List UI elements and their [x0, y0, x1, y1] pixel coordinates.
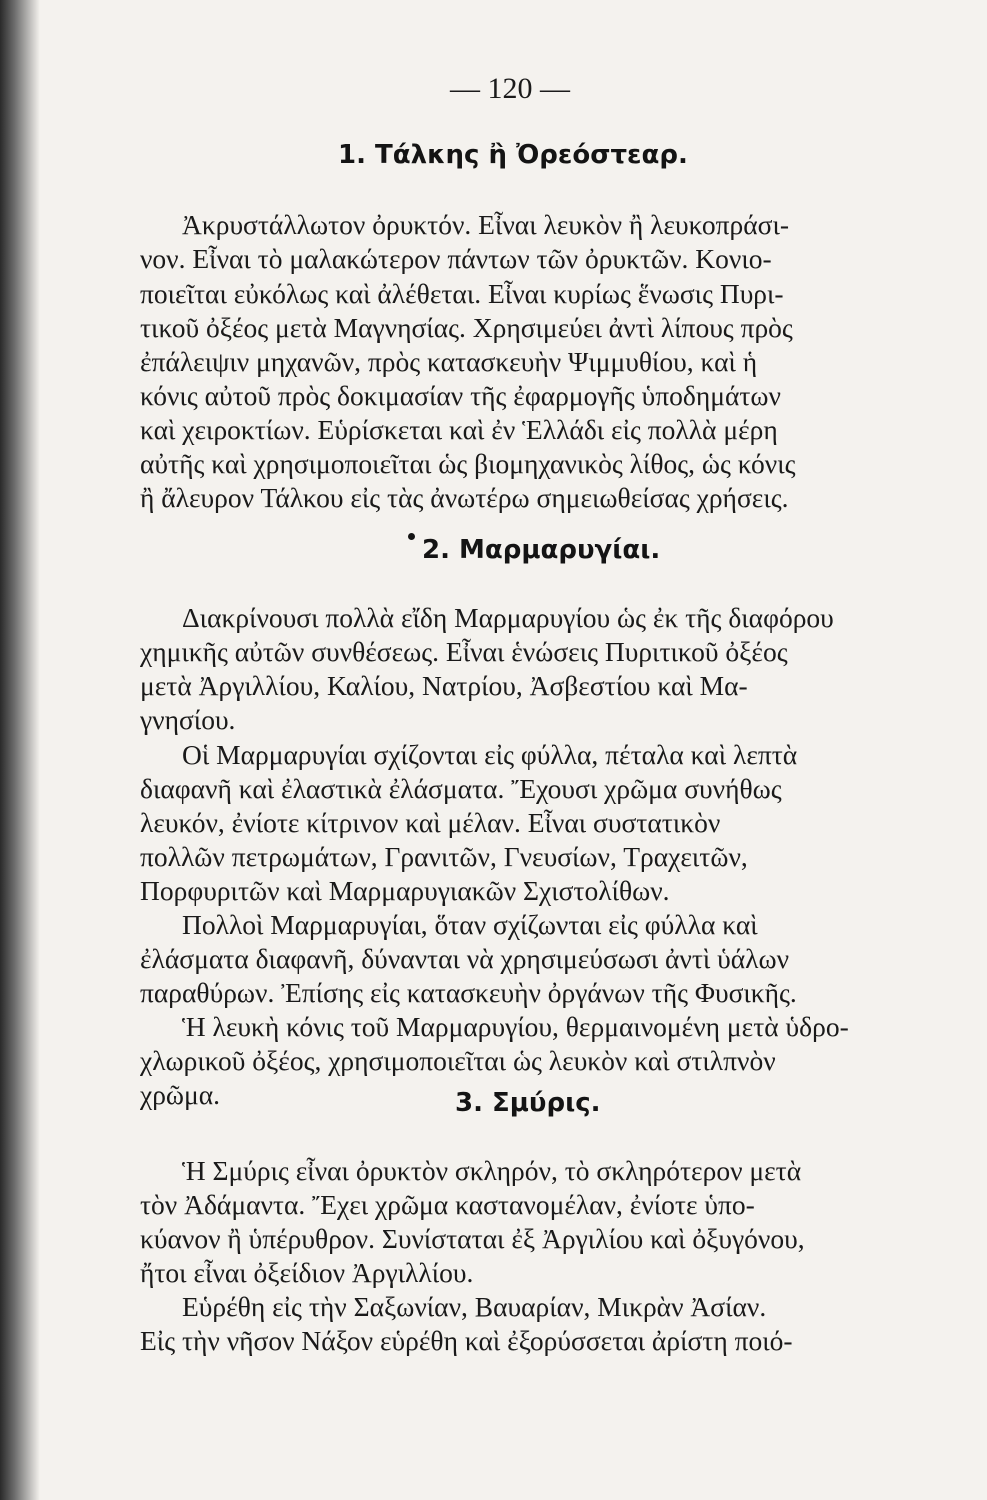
- text-line: αὐτῆς καὶ χρησιμοποιεῖται ὡς βιομηχανικὸς λίθος, ὡς κόνις: [140, 448, 796, 479]
- text-line: Ἀκρυστάλλωτον ὀρυκτόν. Εἶναι λευκὸν ἢ λευκοπράσι-: [182, 209, 790, 240]
- section-heading-emery: 3. Σμύρις.: [455, 1088, 601, 1118]
- text-line: διαφανῆ καὶ ἐλαστικὰ ἐλάσματα. Ἔχουσι χρῶμα συνήθως: [140, 773, 782, 804]
- text-line: χημικῆς αὐτῶν συνθέσεως. Εἶναι ἑνώσεις Πυριτικοῦ ὀξέος: [140, 636, 788, 667]
- text-line: Πολλοὶ Μαρμαρυγίαι, ὅταν σχίζωνται εἰς φύλλα καὶ: [182, 909, 758, 940]
- text-line: Εὑρέθη εἰς τὴν Σαξωνίαν, Βαυαρίαν, Μικρὰν Ἀσίαν.: [182, 1291, 767, 1322]
- text-line: κύανον ἢ ὑπέρυθρον. Συνίσταται ἐξ Ἀργιλίου καὶ ὀξυγόνου,: [140, 1223, 805, 1254]
- text-line: ἢ ἄλευρον Τάλκου εἰς τὰς ἀνωτέρω σημειωθείσας χρήσεις.: [140, 482, 789, 513]
- text-line: ἐπάλειψιν μηχανῶν, πρὸς κατασκευὴν Ψιμμυθίου, καὶ ἡ: [140, 346, 758, 377]
- text-line: ἤτοι εἶναι ὀξείδιον Ἀργιλλίου.: [140, 1257, 474, 1288]
- text-line: πολλῶν πετρωμάτων, Γρανιτῶν, Γνευσίων, Τραχειτῶν,: [140, 841, 748, 872]
- text-line: χρῶμα.: [140, 1079, 221, 1110]
- text-line: Πορφυριτῶν καὶ Μαρμαρυγιακῶν Σχιστολίθων.: [140, 875, 670, 906]
- text-line: χλωρικοῦ ὀξέος, χρησιμοποιεῖται ὡς λευκὸν καὶ στιλπνὸν: [140, 1045, 776, 1076]
- text-line: Ἡ λευκὴ κόνις τοῦ Μαρμαρυγίου, θερμαινομένη μετὰ ὑδρο-: [182, 1011, 849, 1042]
- text-line: Οἱ Μαρμαρυγίαι σχίζονται εἰς φύλλα, πέταλα καὶ λεπτὰ: [182, 739, 798, 770]
- page-number: — 120 —: [450, 72, 570, 105]
- text-line: τικοῦ ὀξέος μετὰ Μαγνησίας. Χρησιμεύει ἀντὶ λίπους πρὸς: [140, 312, 793, 343]
- text-line: γνησίου.: [140, 704, 236, 735]
- section-heading-mica: 2. Μαρμαρυγίαι.: [422, 535, 661, 565]
- text-line: λευκόν, ἐνίοτε κίτρινον καὶ μέλαν. Εἶναι συστατικὸν: [140, 807, 721, 838]
- text-line: παραθύρων. Ἐπίσης εἰς κατασκευὴν ὀργάνων τῆς Φυσικῆς.: [140, 977, 797, 1008]
- ink-dot: [408, 533, 415, 540]
- text-line: ποιεῖται εὐκόλως καὶ ἀλέθεται. Εἶναι κυρίως ἕνωσις Πυρι-: [140, 278, 784, 309]
- text-line: μετὰ Ἀργιλλίου, Καλίου, Νατρίου, Ἀσβεστίου καὶ Μα-: [140, 670, 748, 701]
- text-line: νον. Εἶναι τὸ μαλακώτερον πάντων τῶν ὀρυκτῶν. Κονιο-: [140, 243, 772, 274]
- text-line: Διακρίνουσι πολλὰ εἴδη Μαρμαρυγίου ὡς ἐκ τῆς διαφόρου: [182, 602, 834, 633]
- text-line: κόνις αὐτοῦ πρὸς δοκιμασίαν τῆς ἐφαρμογῆς ὑποδημάτων: [140, 380, 781, 411]
- text-line: καὶ χειροκτίων. Εὑρίσκεται καὶ ἐν Ἑλλάδι εἰς πολλὰ μέρη: [140, 414, 778, 445]
- text-line: τὸν Ἀδάμαντα. Ἔχει χρῶμα καστανομέλαν, ἐνίοτε ὑπο-: [140, 1189, 755, 1220]
- text-line: ἐλάσματα διαφανῆ, δύνανται νὰ χρησιμεύσωσι ἀντὶ ὑάλων: [140, 943, 790, 974]
- section-heading-talc: 1. Τάλκης ἢ Ὀρεόστεαρ.: [338, 140, 688, 170]
- text-line: Ἡ Σμύρις εἶναι ὀρυκτὸν σκληρόν, τὸ σκληρότερον μετὰ: [182, 1155, 802, 1186]
- page-edge-shadow: [0, 0, 40, 1500]
- text-line: Εἰς τὴν νῆσον Νάξον εὑρέθη καὶ ἐξορύσσεται ἀρίστη ποιό-: [140, 1325, 793, 1356]
